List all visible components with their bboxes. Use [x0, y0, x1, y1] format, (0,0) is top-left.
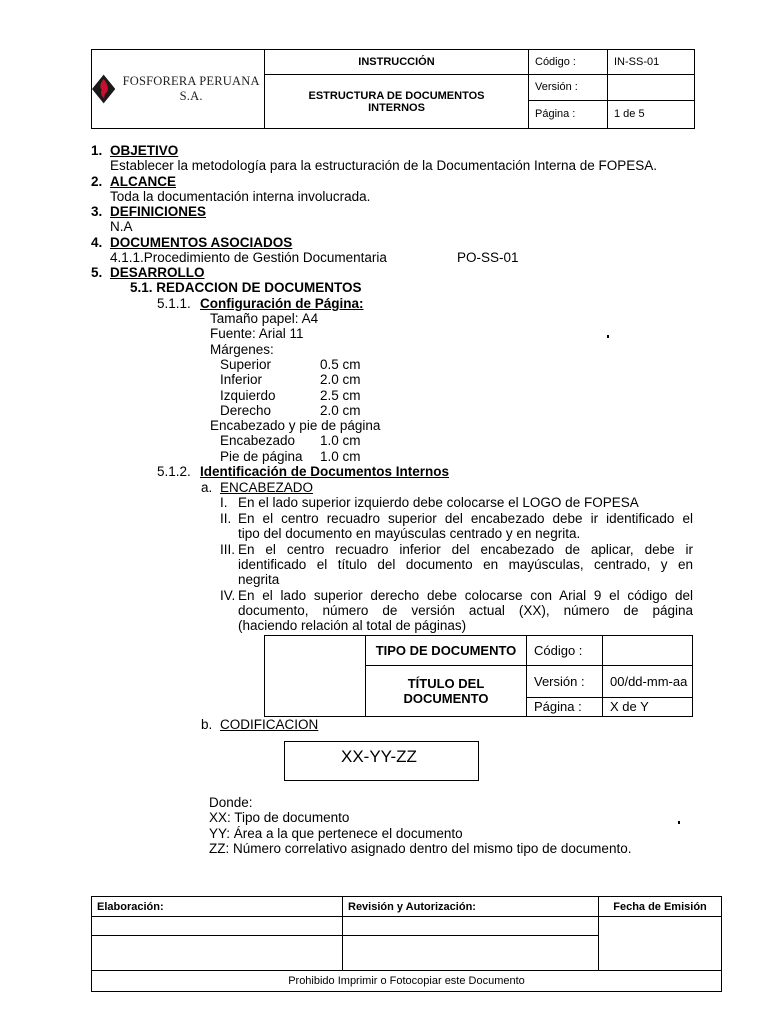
- document-header: [91, 49, 695, 129]
- s4-code: PO-SS-01: [457, 250, 519, 265]
- item-iv-line3: (haciendo relación al total de páginas): [238, 618, 467, 633]
- item-iii-line3: negrita: [238, 572, 280, 587]
- s512-num: 5.1.2.: [157, 464, 191, 479]
- s51-heading: 5.1. REDACCION DE DOCUMENTOS: [130, 280, 362, 295]
- example-doc-title: TÍTULO DEL DOCUMENTO: [366, 666, 527, 717]
- header-footer-label: Encabezado y pie de página: [210, 418, 381, 433]
- s4-title: DOCUMENTOS ASOCIADOS: [110, 235, 293, 250]
- item-i-num: I.: [220, 495, 228, 510]
- s511-title: Configuración de Página:: [200, 296, 364, 311]
- doc-title: ESTRUCTURA DE DOCUMENTOS INTERNOS: [265, 75, 529, 129]
- s5-num: 5.: [91, 265, 103, 280]
- prohibition-note: Prohibido Imprimir o Fotocopiar este Documento: [92, 970, 722, 991]
- paper-size: Tamaño papel: A4: [210, 311, 319, 326]
- pagina-value: 1 de 5: [608, 100, 695, 128]
- s2-num: 2.: [91, 174, 103, 189]
- margin-sup-value: 0.5 cm: [320, 357, 361, 372]
- example-version-value: 00/dd-mm-aa: [603, 666, 693, 697]
- margin-izq-label: Izquierdo: [220, 388, 276, 403]
- example-pagina-value: X de Y: [603, 697, 693, 716]
- s4-item: 4.1.1.Procedimiento de Gestión Documentaria: [110, 250, 387, 265]
- a-title: ENCABEZADO: [220, 480, 314, 495]
- example-codigo-label: Código :: [527, 636, 603, 666]
- example-version-label: Versión :: [527, 666, 603, 697]
- margin-der-value: 2.0 cm: [320, 403, 361, 418]
- hf-enc-label: Encabezado: [220, 433, 296, 448]
- example-pagina-label: Página :: [527, 697, 603, 716]
- s2-text: Toda la documentación interna involucrada.: [110, 189, 371, 204]
- company-logo: [92, 73, 264, 105]
- xx-desc: XX: Tipo de documento: [209, 810, 350, 825]
- s4-num: 4.: [91, 235, 103, 250]
- margin-inf-label: Inferior: [220, 372, 263, 387]
- doc-type: INSTRUCCIÓN: [265, 50, 529, 75]
- item-iii-line2: identificado el título del documento en mayúsculas, centrado, y en: [238, 557, 693, 572]
- hf-pie-label: Pie de página: [220, 449, 303, 464]
- match-flame-icon: [92, 73, 115, 105]
- donde-label: Donde:: [209, 795, 253, 810]
- s3-num: 3.: [91, 204, 103, 219]
- s2-title: ALCANCE: [110, 174, 176, 189]
- document-footer: [91, 896, 722, 992]
- version-label: Versión :: [529, 75, 608, 100]
- item-i-text: En el lado superior izquierdo debe colocarse el LOGO de FOPESA: [238, 495, 639, 510]
- margin-inf-value: 2.0 cm: [320, 372, 361, 387]
- elaboracion-label: Elaboración:: [92, 897, 343, 917]
- item-ii-line2: tipo del documento en mayúsculas centrado y en negrita.: [238, 526, 581, 541]
- hf-pie-value: 1.0 cm: [320, 449, 361, 464]
- margin-izq-value: 2.5 cm: [320, 388, 361, 403]
- example-logo-cell: [265, 636, 366, 717]
- item-iii-line1: En el centro recuadro inferior del encabezado de aplicar, debe ir: [238, 542, 693, 557]
- stray-dot: [607, 335, 609, 338]
- example-header-table: [264, 635, 693, 717]
- s5-title: DESARROLLO: [110, 265, 205, 280]
- margins-label: Márgenes:: [210, 342, 274, 357]
- pagina-label: Página :: [529, 100, 608, 128]
- s512-title: Identificación de Documentos Internos: [200, 464, 450, 479]
- revision-label: Revisión y Autorización:: [343, 897, 599, 917]
- code-pattern-box: XX-YY-ZZ: [284, 741, 479, 781]
- fecha-cell: [599, 917, 722, 970]
- s3-text: N.A: [110, 219, 133, 234]
- revision-sign-cell: [343, 935, 599, 970]
- s3-title: DEFINICIONES: [110, 204, 207, 219]
- elaboracion-cell: [92, 917, 343, 935]
- s1-text: Establecer la metodología para la estructuración de la Documentación Interna de FOPESA.: [110, 158, 658, 173]
- item-iv-line1: En el lado superior derecho debe colocarse con Arial 9 el código del: [238, 588, 693, 603]
- example-codigo-value: [603, 636, 693, 666]
- item-iv-line2: documento, número de versión actual (XX), número de página: [238, 603, 693, 618]
- item-ii-num: II.: [220, 511, 232, 526]
- yy-desc: YY: Área a la que pertenece el documento: [209, 826, 463, 841]
- fecha-label: Fecha de Emisión: [599, 897, 722, 917]
- item-ii-line1: En el centro recuadro superior del encabezado debe ir identificado el: [238, 511, 693, 526]
- margin-sup-label: Superior: [220, 357, 272, 372]
- stray-dot: [678, 821, 680, 824]
- s1-title: OBJETIVO: [110, 143, 179, 158]
- hf-enc-value: 1.0 cm: [320, 433, 361, 448]
- codigo-value: IN-SS-01: [608, 50, 695, 75]
- b-title: CODIFICACION: [220, 717, 319, 732]
- item-iii-num: III.: [220, 542, 236, 557]
- version-value: [608, 75, 695, 100]
- elaboracion-sign-cell: [92, 935, 343, 970]
- b-num: b.: [201, 717, 213, 732]
- a-num: a.: [201, 480, 213, 495]
- zz-desc: ZZ: Número correlativo asignado dentro del mismo tipo de documento.: [209, 841, 632, 856]
- item-iv-num: IV.: [220, 588, 236, 603]
- font-spec: Fuente: Arial 11: [210, 326, 304, 341]
- s1-num: 1.: [91, 143, 103, 158]
- margin-der-label: Derecho: [220, 403, 272, 418]
- codigo-label: Código :: [529, 50, 608, 75]
- example-doc-type: TIPO DE DOCUMENTO: [366, 636, 527, 666]
- logo-text: FOSFORERA PERUANA S.A.: [122, 74, 260, 103]
- logo-cell: [92, 50, 265, 129]
- revision-cell: [343, 917, 599, 935]
- s511-num: 5.1.1.: [157, 296, 191, 311]
